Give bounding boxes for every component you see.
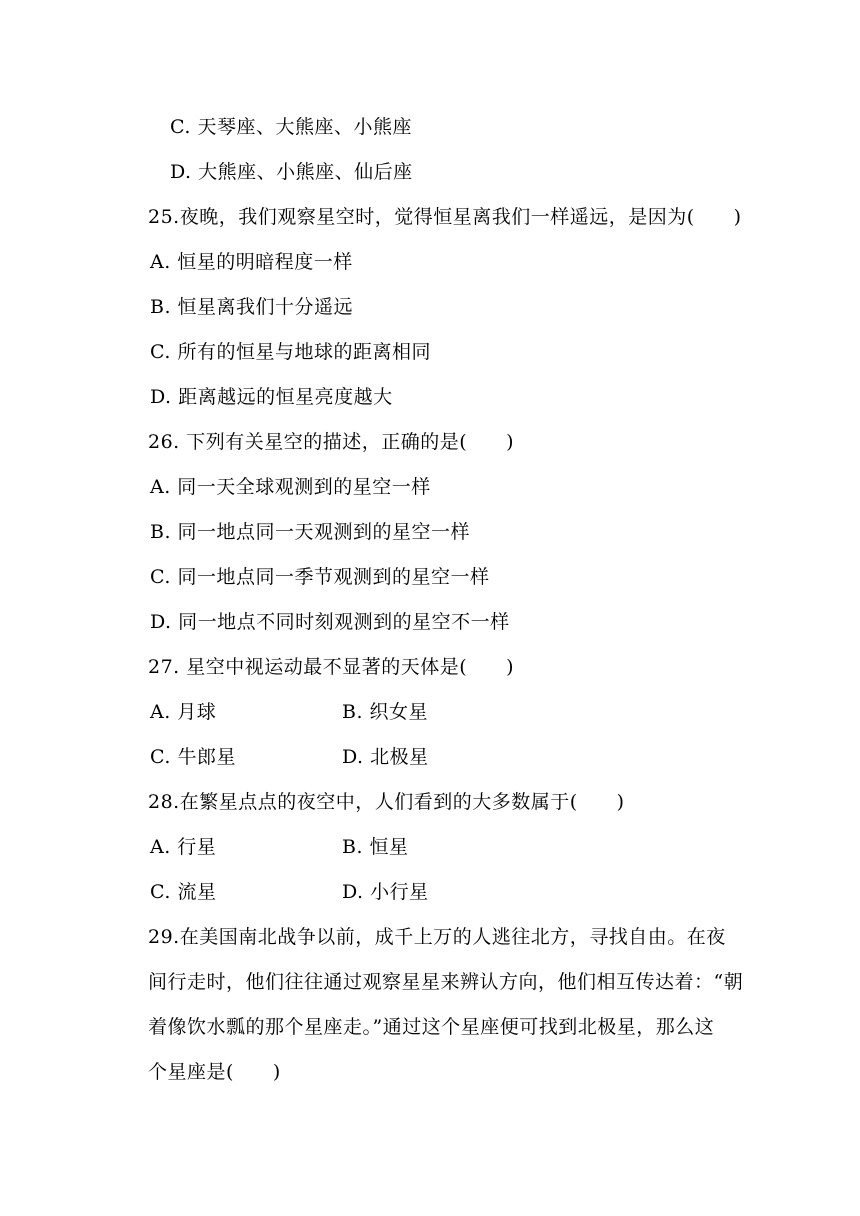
q26-option-d: D. 同一地点不同时刻观测到的星空不一样 (150, 611, 510, 633)
q28-option-c: C. 流星 (150, 881, 217, 903)
q28-option-b: B. 恒星 (342, 836, 409, 858)
q29-question (148, 915, 748, 1095)
q24-option-d: D. 大熊座、小熊座、仙后座 (170, 161, 413, 183)
q28-option-d: D. 小行星 (342, 881, 429, 903)
q25-option-c: C. 所有的恒星与地球的距离相同 (150, 341, 431, 363)
q26-option-c: C. 同一地点同一季节观测到的星空一样 (150, 566, 490, 588)
q27-option-b: B. 织女星 (342, 701, 429, 723)
q27-option-c: C. 牛郎星 (150, 746, 236, 768)
q25-stem: 25.夜晚，我们观察星空时，觉得恒星离我们一样遥远，是因为( ) (148, 206, 742, 228)
q25-option-b: B. 恒星离我们十分遥远 (150, 296, 354, 318)
q26-option-b: B. 同一地点同一天观测到的星空一样 (150, 521, 471, 543)
q27-option-d: D. 北极星 (342, 746, 429, 768)
q29-line-3: 着像饮水瓢的那个星座走。”通过这个星座便可找到北极星，那么这 (148, 1016, 715, 1038)
q24-option-c: C. 天琴座、大熊座、小熊座 (170, 116, 412, 138)
q29-line-4: 个星座是( ) (148, 1061, 281, 1083)
q26-stem: 26. 下列有关星空的描述，正确的是( ) (148, 431, 515, 453)
q27-stem: 27. 星空中视运动最不显著的天体是( ) (148, 656, 515, 678)
q26-option-a: A. 同一天全球观测到的星空一样 (150, 476, 431, 498)
q29-line-1: 29.在美国南北战争以前，成千上万的人逃往北方，寻找自由。在夜 (148, 926, 726, 948)
q25-option-d: D. 距离越远的恒星亮度越大 (150, 386, 393, 408)
q29-line-2: 间行走时，他们往往通过观察星星来辨认方向，他们相互传达着：“朝 (148, 971, 744, 993)
q28-stem: 28.在繁星点点的夜空中，人们看到的大多数属于( ) (148, 791, 625, 813)
q28-option-a: A. 行星 (150, 836, 217, 858)
q27-option-a: A. 月球 (150, 701, 217, 723)
q25-option-a: A. 恒星的明暗程度一样 (150, 251, 353, 273)
